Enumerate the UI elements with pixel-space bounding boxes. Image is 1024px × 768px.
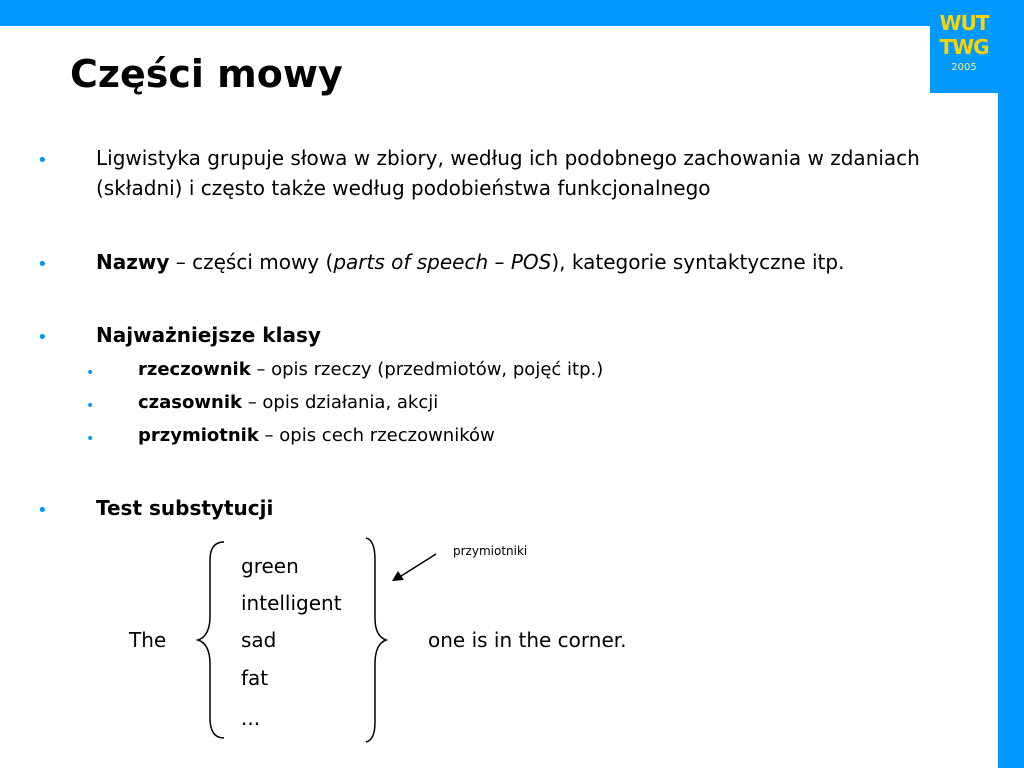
logo-line-1: WUT [939,11,989,35]
nazwy-dash: – części mowy ( [169,250,334,274]
example-option: sad [241,628,277,652]
arrow-line [398,554,436,578]
bullet-dot-icon: • [37,327,48,348]
bullet-dot-icon: • [37,500,48,521]
example-option: green [241,554,299,578]
nazwy-term: Nazwy [96,250,170,274]
class-desc: – opis działania, akcji [241,392,439,413]
left-brace-icon [198,542,224,738]
example-prefix: The [129,628,167,652]
class-term: rzeczownik [138,359,251,380]
sub-bullet-dot-icon: • [86,365,95,381]
example-suffix: one is in the corner. [428,628,627,652]
class-desc: – opis cech rzeczowników [258,425,495,446]
bullet-3-heading: Najważniejsze klasy [96,323,321,347]
example-option: ... [241,706,261,730]
logo-line-2: TWG [939,35,989,59]
right-brace-icon [366,538,386,742]
bullet-1-text: Ligwistyka grupuje słowa w zbiory, według ich podobnego zachowania w zdaniach (składni) i często także według podobieństwa funkcjonalnego [96,146,920,200]
bullet-dot-icon: • [37,150,48,171]
pos-english: parts of speech – POS [333,250,552,274]
bullet-4-heading: Test substytucji [96,496,274,520]
class-desc: – opis rzeczy (przedmiotów, pojęć itp.) [250,359,604,380]
bullet-dot-icon: • [37,254,48,275]
slide-title: Części mowy [70,52,343,96]
class-term: przymiotnik [138,425,259,446]
example-option: fat [241,666,269,690]
sub-bullet-dot-icon: • [86,431,95,447]
example-option: intelligent [241,591,342,615]
sub-bullet-dot-icon: • [86,398,95,414]
class-term: czasownik [138,392,242,413]
nazwy-rest: ), kategorie syntaktyczne itp. [551,250,845,274]
annotation-label: przymiotniki [453,544,528,558]
logo-year: 2005 [951,62,977,73]
